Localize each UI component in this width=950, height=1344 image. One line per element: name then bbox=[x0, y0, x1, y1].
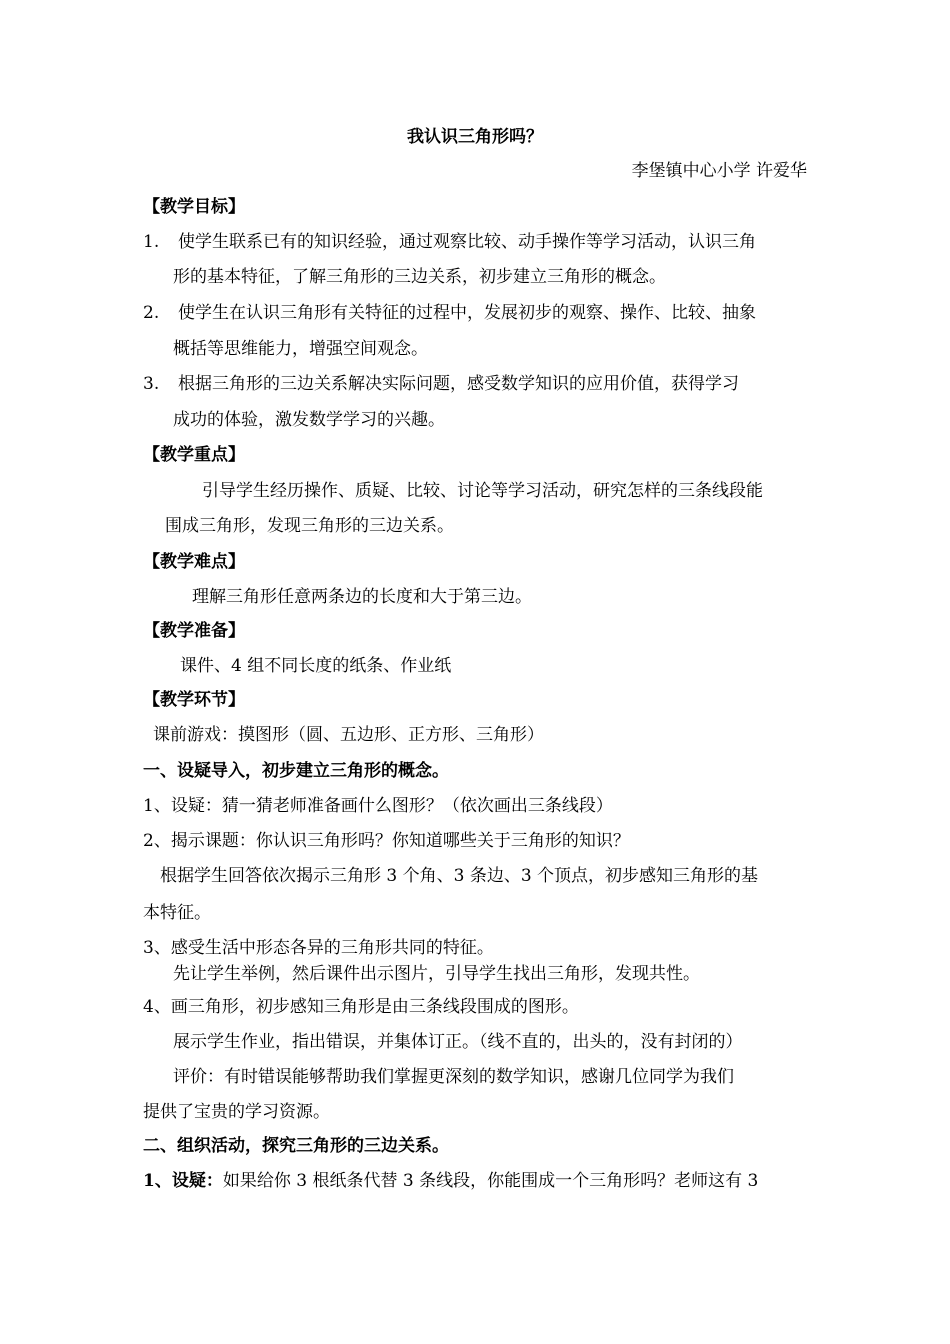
goal-2-line-1: 使学生在认识三角形有关特征的过程中，发展初步的观察、操作、比较、抽象 bbox=[178, 303, 756, 323]
part-1-item-3-detail: 先让学生举例，然后课件出示图片，引导学生找出三角形，发现共性。 bbox=[173, 964, 700, 984]
goal-1-line-2: 形的基本特征，了解三角形的三边关系，初步建立三角形的概念。 bbox=[173, 267, 666, 287]
goal-1-number: 1. bbox=[143, 232, 160, 252]
document-title: 我认识三角形吗？ bbox=[407, 127, 543, 147]
section-heading-preparation: 【教学准备】 bbox=[143, 621, 245, 641]
part-1-heading: 一、设疑导入，初步建立三角形的概念。 bbox=[143, 761, 449, 781]
part-1-item-4-detail: 展示学生作业，指出错误，并集体订正。（线不直的，出头的，没有封闭的） bbox=[173, 1032, 743, 1052]
warmup-text: 课前游戏：摸图形（圆、五边形、正方形、三角形） bbox=[153, 725, 544, 745]
part-2-item-1-text: 如果给你 3 根纸条代替 3 条线段，你能围成一个三角形吗？老师这有 3 bbox=[222, 1171, 759, 1191]
section-heading-key-point: 【教学重点】 bbox=[143, 445, 245, 465]
key-point-line-2: 围成三角形，发现三角形的三边关系。 bbox=[165, 516, 454, 536]
part-1-item-2-detail-line-2: 本特征。 bbox=[143, 903, 211, 923]
part-1-item-1: 1、设疑：猜一猜老师准备画什么图形？（依次画出三条线段） bbox=[143, 796, 613, 816]
part-1-item-4-evaluation-line-1: 评价：有时错误能够帮助我们掌握更深刻的数学知识，感谢几位同学为我们 bbox=[173, 1067, 734, 1087]
goal-1-line-1: 使学生联系已有的知识经验，通过观察比较、动手操作等学习活动，认识三角 bbox=[178, 232, 756, 252]
goal-2-number: 2. bbox=[143, 303, 160, 323]
key-point-line-1: 引导学生经历操作、质疑、比较、讨论等学习活动，研究怎样的三条线段能 bbox=[202, 481, 763, 501]
section-heading-difficulty: 【教学难点】 bbox=[143, 552, 245, 572]
preparation-text: 课件、4 组不同长度的纸条、作业纸 bbox=[180, 656, 452, 676]
part-1-item-2-detail-line-1: 根据学生回答依次揭示三角形 3 个角、3 条边、3 个顶点，初步感知三角形的基 bbox=[160, 866, 759, 886]
part-1-item-3: 3、感受生活中形态各异的三角形共同的特征。 bbox=[143, 938, 494, 958]
part-1-item-4: 4、画三角形，初步感知三角形是由三条线段围成的图形。 bbox=[143, 997, 579, 1017]
difficulty-text: 理解三角形任意两条边的长度和大于第三边。 bbox=[192, 587, 532, 607]
part-2-item-1-label: 1、设疑： bbox=[143, 1171, 223, 1191]
author-line: 李堡镇中心小学 许爱华 bbox=[631, 161, 807, 181]
goal-3-line-1: 根据三角形的三边关系解决实际问题，感受数学知识的应用价值，获得学习 bbox=[178, 374, 739, 394]
goal-3-number: 3. bbox=[143, 374, 160, 394]
section-heading-process: 【教学环节】 bbox=[143, 690, 245, 710]
part-1-item-4-evaluation-line-2: 提供了宝贵的学习资源。 bbox=[143, 1102, 330, 1122]
part-2-item-1 bbox=[143, 1171, 758, 1191]
section-heading-goals: 【教学目标】 bbox=[143, 197, 245, 217]
part-2-heading: 二、组织活动，探究三角形的三边关系。 bbox=[143, 1136, 449, 1156]
goal-2-line-2: 概括等思维能力，增强空间观念。 bbox=[173, 339, 428, 359]
goal-3-line-2: 成功的体验，激发数学学习的兴趣。 bbox=[173, 410, 445, 430]
part-1-item-2: 2、揭示课题：你认识三角形吗？你知道哪些关于三角形的知识？ bbox=[143, 831, 630, 851]
